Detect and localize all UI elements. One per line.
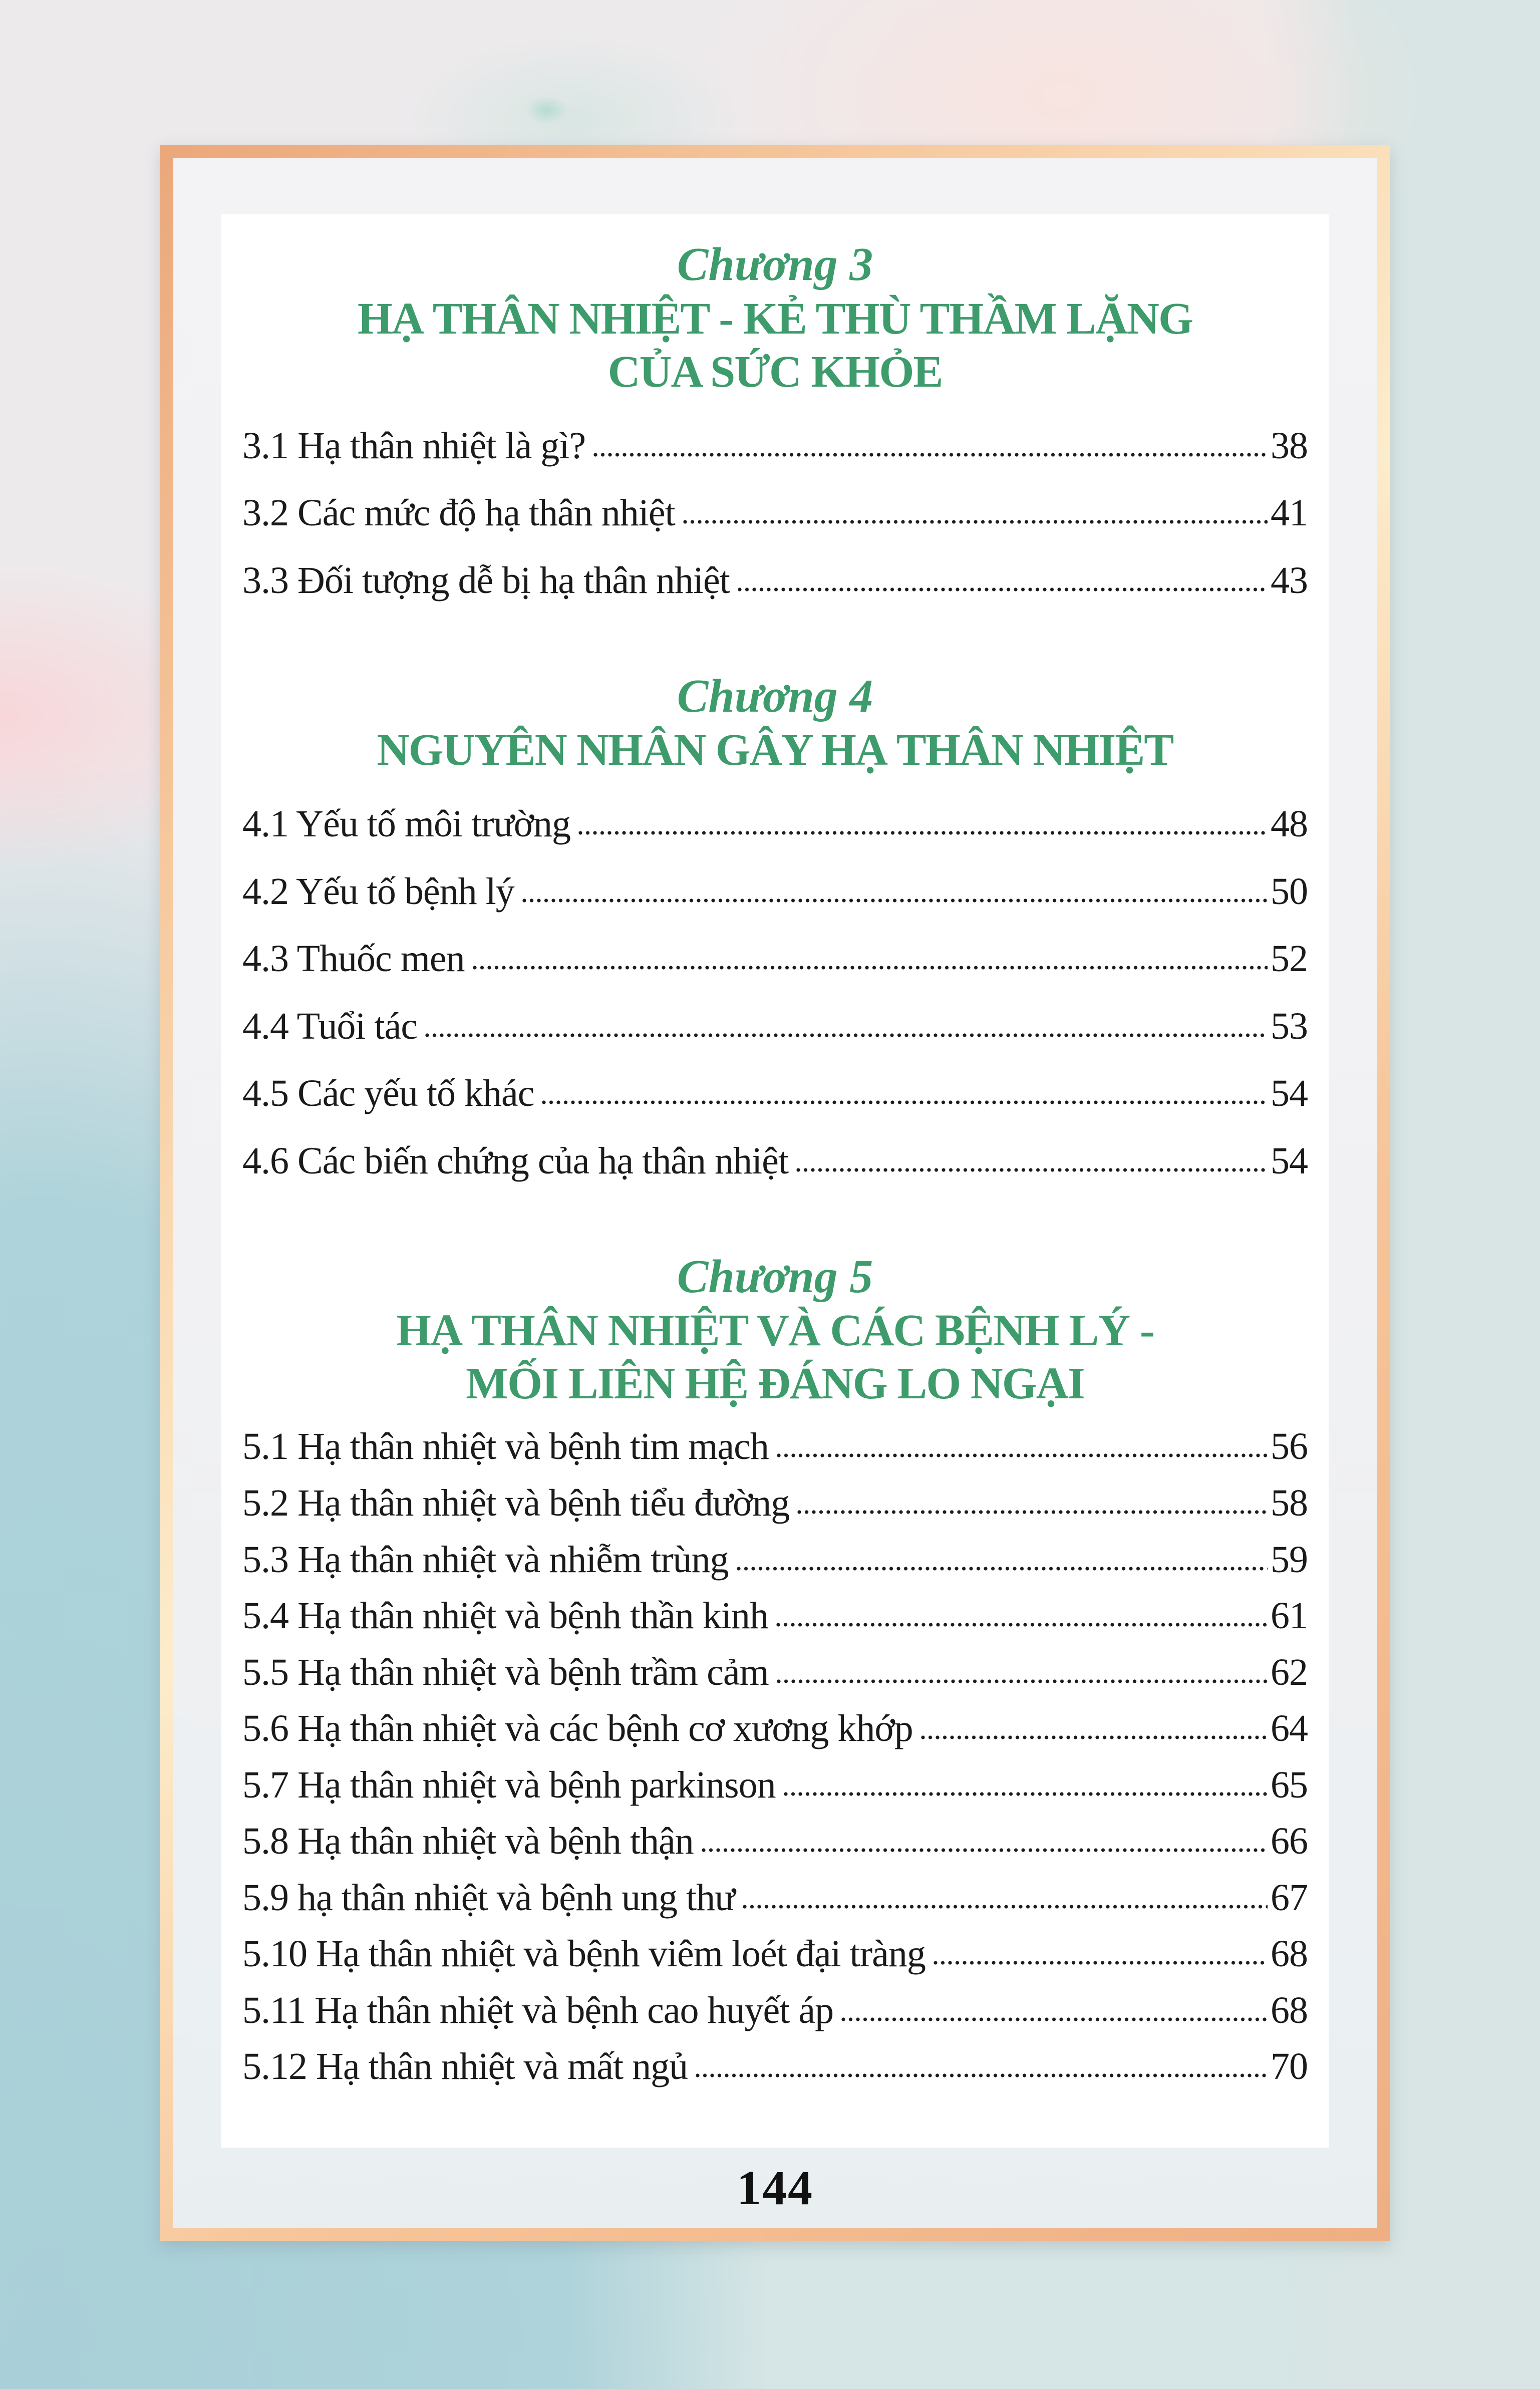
toc-entry-label: 5.4 Hạ thân nhiệt và bệnh thần kinh [242,1595,768,1637]
chapter-title-line: CỦA SỨC KHỎE [607,347,943,397]
toc-entry-label: 5.11 Hạ thân nhiệt và bệnh cao huyết áp [242,1989,834,2031]
toc-entry [242,1596,1308,1636]
toc-entry-page-number: 62 [1271,1651,1308,1693]
dot-leader [736,1566,1268,1572]
toc-entry-page-number: 68 [1271,1989,1308,2031]
chapter-title-line: MỐI LIÊN HỆ ĐÁNG LO NGẠI [466,1359,1084,1409]
toc-entry-page-number: 58 [1271,1481,1308,1524]
toc-entry-label: 4.3 Thuốc men [242,938,465,980]
toc-entry-label: 4.2 Yếu tố bệnh lý [242,870,514,913]
toc-entry [242,1141,1308,1181]
toc-entry [242,1934,1308,1974]
toc-entry-page-number: 38 [1271,424,1308,467]
toc-entry-page-number: 59 [1271,1538,1308,1581]
toc-card-frame [160,145,1390,2241]
page-number: 144 [737,2161,813,2215]
toc-entry-label: 5.5 Hạ thân nhiệt và bệnh trầm cảm [242,1651,769,1693]
toc-entry-label: 4.4 Tuổi tác [242,1005,418,1047]
toc-entry-label: 5.2 Hạ thân nhiệt và bệnh tiểu đường [242,1481,790,1524]
toc-entry-label: 5.10 Hạ thân nhiệt và bệnh viêm loét đại tràng [242,1933,926,1975]
toc-entry-label: 3.3 Đối tượng dễ bị hạ thân nhiệt [242,559,730,602]
toc-entry [242,1652,1308,1693]
toc-entry-label: 5.3 Hạ thân nhiệt và nhiễm trùng [242,1538,729,1581]
dot-leader [737,586,1268,593]
toc-entry [242,1483,1308,1524]
toc-entry [242,871,1308,912]
toc-entry-page-number: 56 [1271,1425,1308,1468]
toc-entry [242,1708,1308,1749]
toc-section [242,239,1308,601]
dot-leader [472,965,1268,971]
toc-list [242,1426,1308,2087]
dot-leader [776,1452,1268,1459]
toc-entry-page-number: 66 [1271,1820,1308,1863]
chapter-title-line: NGUYÊN NHÂN GÂY HẠ THÂN NHIỆT [377,725,1173,775]
toc-entry [242,1990,1308,2031]
chapter-title [242,1304,1308,1410]
dot-leader [701,1847,1268,1854]
toc-list [242,426,1308,601]
chapter-title-line: HẠ THÂN NHIỆT VÀ CÁC BỆNH LÝ - [396,1306,1154,1356]
toc-entry [242,804,1308,844]
dot-leader [783,1791,1268,1798]
toc-entry [242,1426,1308,1467]
toc-entry-page-number: 70 [1271,2045,1308,2088]
chapter-label: Chương 5 [677,1250,873,1303]
dot-leader [795,1167,1268,1173]
toc-entry-label: 4.1 Yếu tố môi trường [242,803,570,845]
toc-section [242,671,1308,1181]
toc-entry-label: 3.2 Các mức độ hạ thân nhiệt [242,492,675,534]
toc-entry-page-number: 52 [1271,938,1308,980]
toc-entry [242,2046,1308,2087]
toc-entry-label: 5.1 Hạ thân nhiệt và bệnh tim mạch [242,1425,769,1468]
toc-entry-label: 5.12 Hạ thân nhiệt và mất ngủ [242,2045,688,2088]
toc-entry-page-number: 54 [1271,1072,1308,1115]
toc-entry-label: 5.9 hạ thân nhiệt và bệnh ung thư [242,1876,735,1919]
toc-entry-label: 4.6 Các biến chứng của hạ thân nhiệt [242,1139,788,1182]
toc-entry [242,1878,1308,1918]
toc-sections [242,239,1308,2087]
toc-entry-page-number: 41 [1271,492,1308,534]
toc-entry [242,1006,1308,1047]
toc-page [221,214,1329,2148]
toc-entry [242,560,1308,601]
dot-leader [775,1622,1268,1628]
toc-entry-label: 5.7 Hạ thân nhiệt và bệnh parkinson [242,1763,776,1806]
dot-leader [933,1960,1268,1966]
chapter-label: Chương 3 [677,238,873,290]
toc-entry-page-number: 65 [1271,1763,1308,1806]
toc-section [242,1252,1308,2087]
chapter-label: Chương 4 [677,670,873,722]
dot-leader [521,898,1268,904]
toc-entry-page-number: 64 [1271,1707,1308,1750]
dot-leader [424,1032,1268,1039]
dot-leader [682,519,1268,525]
toc-entry [242,426,1308,466]
toc-list [242,804,1308,1181]
dot-leader [920,1734,1268,1741]
dot-leader [776,1678,1268,1685]
toc-entry-page-number: 53 [1271,1005,1308,1047]
dot-leader [742,1904,1268,1910]
toc-entry-page-number: 61 [1271,1595,1308,1637]
dot-leader [796,1509,1268,1516]
toc-entry-label: 4.5 Các yếu tố khác [242,1072,534,1115]
toc-entry [242,939,1308,979]
toc-entry [242,1073,1308,1114]
toc-entry-label: 5.8 Hạ thân nhiệt và bệnh thận [242,1820,694,1863]
dot-leader [541,1099,1268,1106]
toc-entry-page-number: 54 [1271,1139,1308,1182]
chapter-title [242,724,1308,777]
toc-entry-page-number: 43 [1271,559,1308,602]
dot-leader [577,830,1268,836]
folio-row [221,2148,1329,2228]
toc-entry-label: 3.1 Hạ thân nhiệt là gì? [242,424,586,467]
toc-entry-page-number: 50 [1271,870,1308,913]
dot-leader [840,2016,1268,2023]
toc-entry [242,493,1308,533]
dot-leader [695,2072,1268,2079]
toc-entry [242,1540,1308,1580]
toc-entry-page-number: 48 [1271,803,1308,845]
toc-entry-page-number: 67 [1271,1876,1308,1919]
chapter-title [242,292,1308,399]
toc-entry [242,1765,1308,1806]
toc-entry [242,1821,1308,1862]
card-mat [173,158,1377,2228]
dot-leader [592,452,1268,458]
chapter-title-line: HẠ THÂN NHIỆT - KẺ THÙ THẦM LẶNG [357,293,1193,344]
toc-entry-page-number: 68 [1271,1933,1308,1975]
toc-entry-label: 5.6 Hạ thân nhiệt và các bệnh cơ xương khớp [242,1707,913,1750]
